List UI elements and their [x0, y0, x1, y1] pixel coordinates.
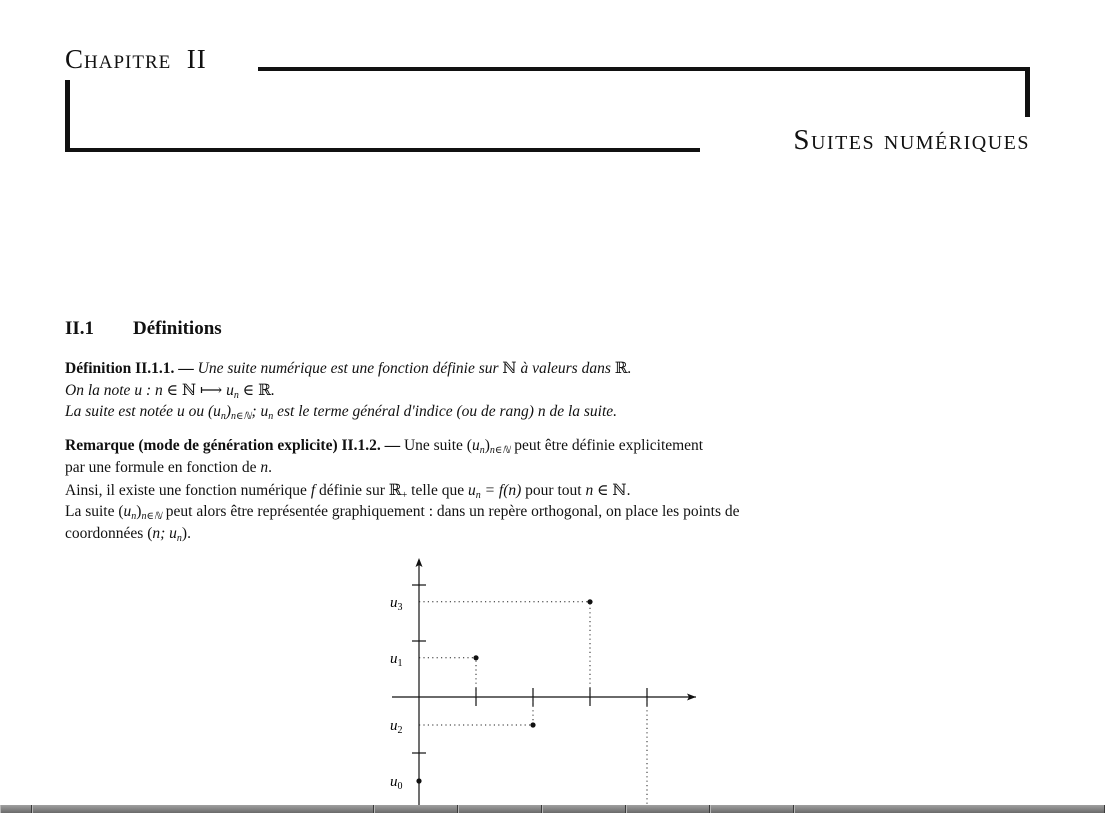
chapter-rule-right — [1025, 67, 1030, 117]
math-expression: n — [537, 403, 546, 420]
math-subscript: n — [220, 411, 226, 422]
chapter-number: II — [186, 44, 207, 74]
symbol-naturals: ℕ — [502, 359, 517, 377]
remark-line-3 — [65, 480, 1037, 501]
definition-text: à valeurs dans — [516, 360, 615, 377]
math-expression: u — [176, 403, 185, 420]
chapter-label: Chapitre — [65, 44, 172, 74]
remark-text: peut alors être représentée graphiquement : dans un repère orthogonal, on place les points de — [161, 503, 740, 520]
math-subscript: n — [268, 411, 274, 422]
math-subscript: n∈ℕ — [231, 411, 252, 422]
taskbar-start[interactable] — [0, 805, 32, 813]
math-expression: n — [585, 482, 594, 499]
taskbar-item[interactable] — [542, 805, 626, 813]
definition-text: Une suite numérique est une fonction définie sur — [193, 360, 503, 377]
sequence-point — [416, 778, 421, 783]
math-subscript: n — [176, 533, 182, 544]
point-label-u0: $u_0$ — [390, 774, 403, 792]
remark-text: Une suite ( — [400, 437, 472, 454]
remark-text: coordonnées ( — [65, 525, 153, 542]
point-label-u1: $u_1$ — [390, 650, 403, 669]
definition-text: On la note — [65, 382, 135, 399]
remark-line-5 — [65, 524, 1037, 544]
math-subscript: n — [475, 490, 481, 501]
taskbar-item[interactable] — [458, 805, 542, 813]
math-expression: ) — [136, 503, 142, 520]
math-expression: u — [123, 503, 132, 520]
remark-text: définie sur — [315, 482, 389, 499]
math-expression: ∈ — [238, 382, 259, 399]
chapter-rule-left — [65, 80, 70, 152]
math-expression: n; u — [152, 525, 177, 542]
math-subscript: n — [479, 445, 485, 456]
remark-line-2 — [65, 458, 1037, 478]
sequence-point — [587, 599, 592, 604]
remark-head: Remarque (mode de génération explicite) II.1.2. — — [65, 437, 401, 454]
chapter-rule-bottom — [65, 148, 700, 152]
remark-text: peut être définie explicitement — [510, 437, 704, 454]
remark-line-1 — [65, 436, 1037, 456]
chapter-heading — [65, 44, 207, 74]
taskbar-item[interactable] — [374, 805, 458, 813]
section-number: II.1 — [65, 318, 95, 339]
math-expression: u — [467, 482, 476, 499]
math-expression: ⟼ u — [196, 382, 234, 399]
definition-line-2 — [65, 380, 1037, 401]
math-expression: ). — [181, 525, 191, 542]
taskbar-tray — [794, 805, 1105, 813]
remark-text: Ainsi, il existe une fonction numérique — [65, 482, 311, 499]
math-expression: f — [310, 482, 316, 499]
taskbar-item[interactable] — [710, 805, 794, 813]
math-subscript: + — [401, 490, 408, 501]
math-subscript: n — [131, 511, 137, 522]
definition-text: . — [627, 360, 632, 377]
definition-text: est le terme général d'indice (ou de rang) — [273, 403, 538, 420]
section-heading — [65, 318, 222, 340]
point-label-u2: $u_2$ — [390, 718, 403, 736]
math-subscript: n — [233, 390, 239, 401]
remark-text: telle que — [407, 482, 468, 499]
math-expression: u — [471, 437, 480, 454]
sequence-point — [530, 722, 535, 727]
chapter-rule-top — [258, 67, 1030, 71]
math-subscript: n∈ℕ — [141, 511, 162, 522]
remark-text: La suite ( — [65, 503, 124, 520]
math-expression: = f(n) — [480, 482, 522, 499]
math-expression: ou (u — [184, 403, 221, 420]
remark-text: par une formule en fonction de — [65, 459, 261, 476]
symbol-reals: ℝ — [388, 481, 402, 499]
definition-line-1 — [65, 358, 1037, 379]
math-expression: . — [270, 382, 275, 399]
chapter-title: Suites numériques — [793, 124, 1030, 156]
math-subscript: n∈ℕ — [489, 445, 511, 456]
definition-text: de la suite. — [545, 403, 618, 420]
math-expression: n — [260, 459, 269, 476]
symbol-naturals: ℕ — [181, 381, 197, 399]
taskbar-item[interactable] — [626, 805, 710, 813]
sequence-plot — [380, 552, 720, 805]
definition-head: Définition II.1.1. — — [65, 360, 194, 377]
point-label-u3: $u_3$ — [390, 594, 403, 613]
remark-line-4 — [65, 502, 1037, 522]
math-expression: ∈ ℕ. — [593, 482, 631, 499]
remark-text: pour tout — [521, 482, 586, 499]
taskbar — [0, 805, 1105, 813]
section-title: Définitions — [133, 318, 222, 339]
math-expression: ) — [484, 437, 490, 454]
math-expression: ; u — [251, 403, 269, 420]
symbol-reals: ℝ — [614, 359, 628, 377]
math-expression: ) — [225, 403, 232, 420]
remark-text: . — [268, 459, 273, 476]
definition-text: La suite est notée — [65, 403, 177, 420]
sequence-point — [473, 655, 478, 660]
symbol-reals: ℝ — [258, 381, 271, 399]
definition-line-3 — [65, 402, 1037, 422]
taskbar-item[interactable] — [32, 805, 374, 813]
math-expression: u : n ∈ — [134, 382, 182, 399]
